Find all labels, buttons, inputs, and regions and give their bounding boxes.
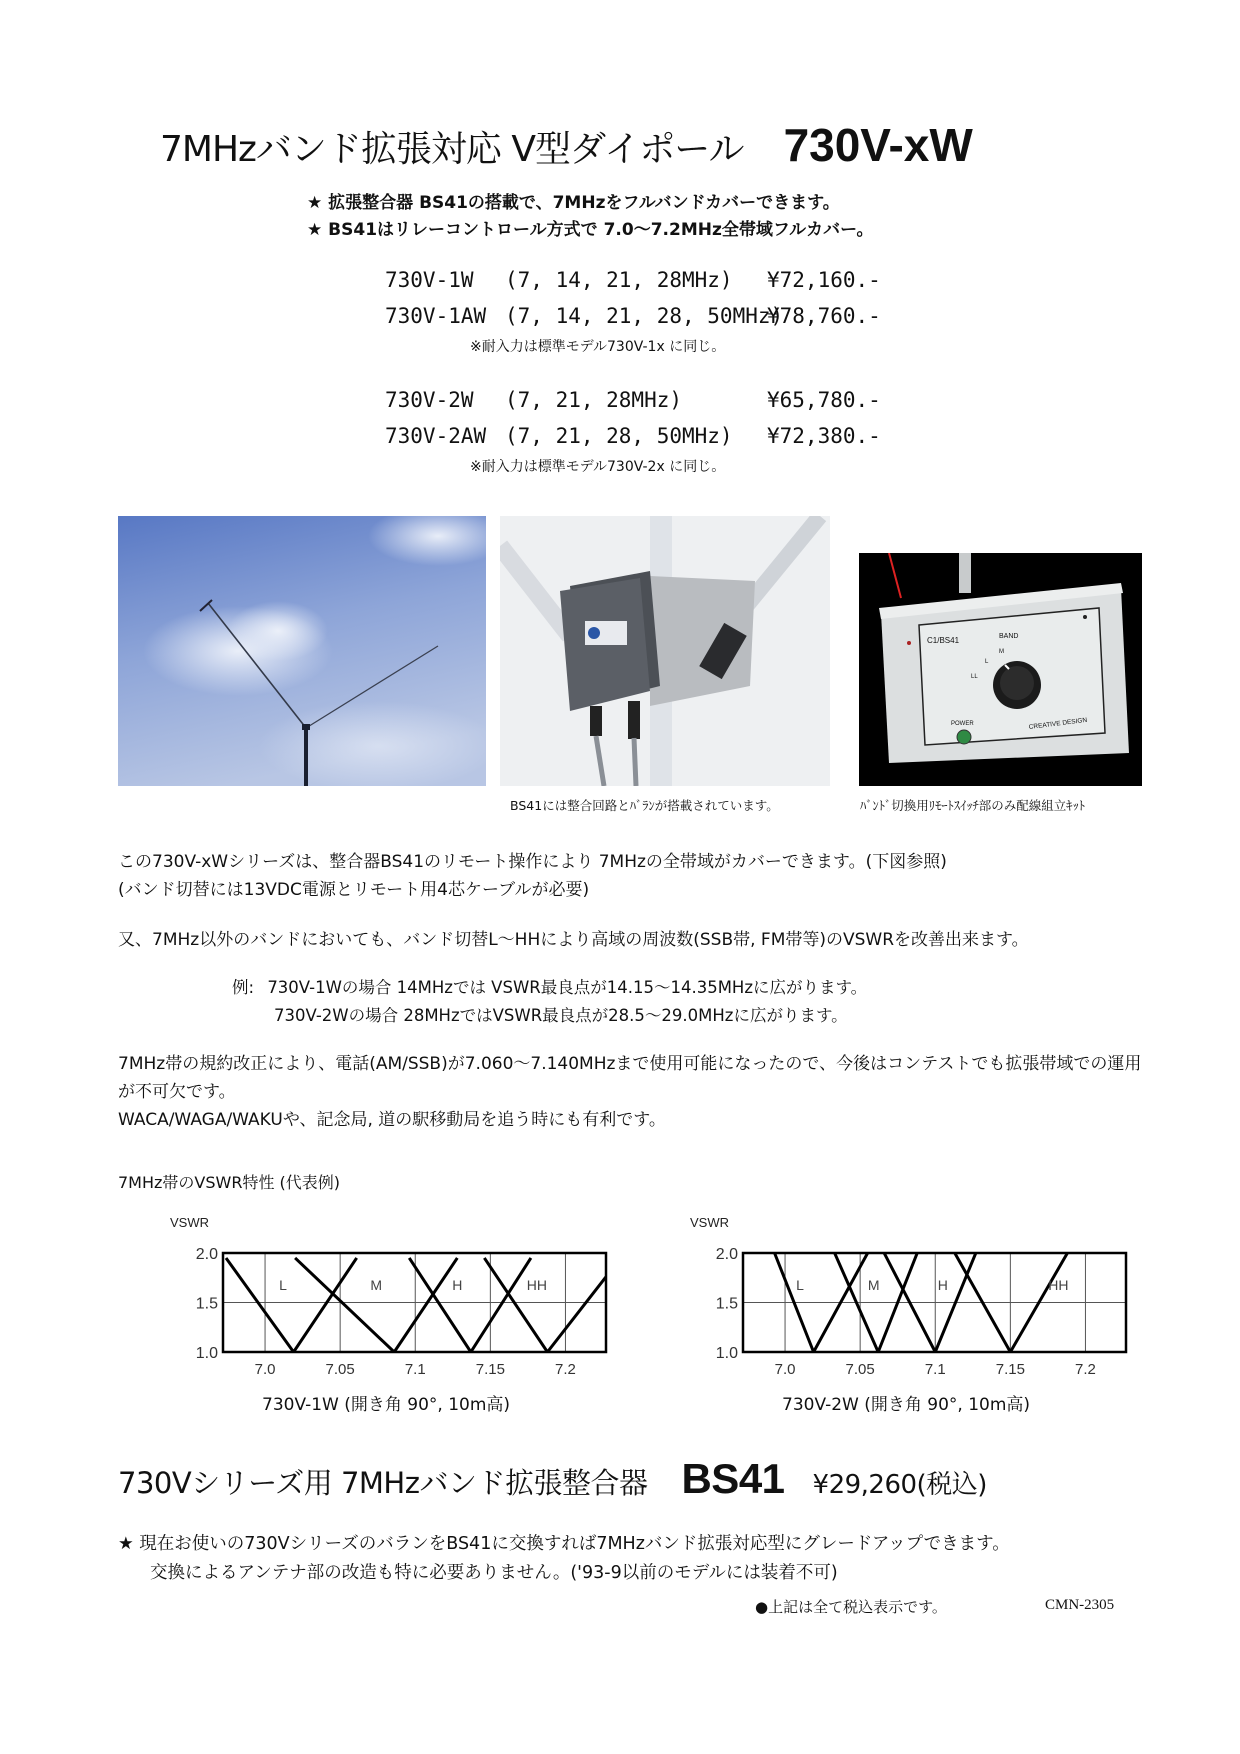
price: ¥72,160.-: [767, 268, 881, 292]
feature-bullet: ★ 拡張整合器 BS41の搭載で、7MHzをフルバンドカバーできます。: [307, 193, 840, 213]
remote-switch-caption: ﾊﾞﾝﾄﾞ切換用ﾘﾓｰﾄｽｲｯﾁ部のみ配線組立ｷｯﾄ: [860, 798, 1086, 813]
price-row: [385, 298, 881, 334]
y-tick-label: 1.0: [715, 1345, 738, 1362]
note-line: 交換によるアンテナ部の改造も特に必要ありません。('93-9以前のモデルには装着不可): [150, 1563, 838, 1583]
paragraph-line: 又、7MHz以外のバンドにおいても、バンド切替L〜HHにより高域の周波数(SSB帯, FM帯等)のVSWRを改善出来ます。: [118, 930, 1029, 950]
y-tick-label: 2.0: [715, 1246, 738, 1263]
band-list: (7, 21, 28MHz): [505, 388, 683, 412]
y-tick-label: 1.5: [715, 1295, 738, 1313]
x-tick-label: 7.1: [924, 1361, 946, 1378]
series-label-l: L: [796, 1277, 804, 1293]
price: ¥78,760.-: [767, 304, 881, 328]
power-led-icon: [957, 730, 971, 744]
paragraph-line: 7MHz帯の規約改正により、電話(AM/SSB)が7.060〜7.140MHzまで使用可能になったので、今後はコンテストでも拡張帯域での運用が不可欠です。: [118, 1054, 1142, 1102]
paragraph-line: この730V-xWシリーズは、整合器BS41のリモート操作により 7MHzの全帯域がカバーできます。(下図参照): [118, 852, 947, 872]
x-tick-label: 7.0: [254, 1361, 276, 1378]
paragraph-regulation: [118, 1050, 1148, 1134]
bs41-photo-caption: BS41には整合回路とﾊﾞﾗﾝが搭載されています。: [510, 798, 779, 813]
series-label-h: H: [452, 1277, 463, 1293]
power-note-2: ※耐入力は標準モデル730V-2x に同じ。: [470, 459, 726, 475]
series-label-l: L: [279, 1277, 287, 1293]
vswr-chart-730v-1w: [170, 1205, 620, 1384]
price-table-1: [385, 262, 881, 334]
note-line: ★ 現在お使いの730VシリーズのバランをBS41に交換すれば7MHzバンド拡張対応型にグレードアップできます。: [118, 1534, 1010, 1554]
document-code: CMN-2305: [1045, 1597, 1115, 1613]
series-label-m: M: [867, 1277, 880, 1293]
bs41-upgrade-note: [118, 1530, 1010, 1588]
x-tick-label: 7.2: [1075, 1361, 1096, 1378]
x-tick-label: 7.15: [475, 1361, 505, 1378]
price: ¥65,780.-: [767, 388, 881, 412]
antenna-photo-image: [118, 516, 486, 786]
bs41-heading: [118, 1455, 987, 1503]
series-label-m: M: [370, 1277, 383, 1293]
panel-pos-l: L: [985, 659, 989, 665]
series-line-m: [295, 1258, 457, 1352]
model-name: 730V-2AW: [385, 424, 487, 448]
price-row: [385, 382, 881, 418]
bs41-model: BS41: [681, 1455, 785, 1502]
y-tick-label: 2.0: [195, 1246, 218, 1263]
paragraph-line: WACA/WAGA/WAKUや、記念局, 道の駅移動局を追う時にも有利です。: [118, 1110, 666, 1130]
model-name: 730V-1W: [385, 268, 474, 292]
chart-section-heading: 7MHz帯のVSWR特性 (代表例): [118, 1173, 341, 1192]
band-list: (7, 21, 28, 50MHz): [505, 424, 733, 448]
chart-caption-730v-2w: 730V-2W (開き角 90°, 10m高): [782, 1395, 1031, 1415]
bs41-photo: [500, 516, 830, 786]
examples-block: [232, 974, 867, 1030]
feature-bullets: [307, 190, 874, 244]
example-line: 730V-2Wの場合 28MHzではVSWR最良点が28.5〜29.0MHzに広がります。: [274, 1006, 848, 1025]
series-label-hh: HH: [1048, 1277, 1069, 1293]
band-list: (7, 14, 21, 28, 50MHz): [505, 304, 784, 328]
vswr-chart-730v-2w: [690, 1205, 1140, 1384]
price-table-2: [385, 382, 881, 454]
bs41-price: ¥29,260(税込): [812, 1470, 987, 1500]
price: ¥72,380.-: [767, 424, 881, 448]
y-axis-label: VSWR: [690, 1215, 729, 1230]
series-line-l: [226, 1258, 357, 1352]
paragraph-coverage: [118, 848, 1148, 904]
x-tick-label: 7.15: [995, 1361, 1025, 1378]
page-title: [160, 118, 973, 172]
panel-power-label: POWER: [951, 721, 974, 727]
paragraph-line: (バンド切替には13VDC電源とリモート用4芯ケーブルが必要): [118, 880, 590, 900]
vswr-chart-svg: [690, 1205, 1140, 1380]
panel-band-label: BAND: [999, 633, 1019, 640]
model-name: 730V-1AW: [385, 304, 487, 328]
title-model: 730V-xW: [783, 119, 973, 171]
y-tick-label: 1.0: [195, 1345, 218, 1362]
series-label-h: H: [937, 1277, 948, 1293]
remote-switch-photo: [859, 553, 1142, 786]
y-tick-label: 1.5: [195, 1295, 218, 1313]
x-tick-label: 7.2: [555, 1361, 576, 1378]
price-row: [385, 262, 881, 298]
x-tick-label: 7.05: [845, 1361, 875, 1378]
panel-pos-m: M: [999, 649, 1004, 655]
x-tick-label: 7.0: [774, 1361, 796, 1378]
band-list: (7, 14, 21, 28MHz): [505, 268, 733, 292]
feature-bullet: ★ BS41はリレーコントロール方式で 7.0〜7.2MHz全帯域フルカバー。: [307, 220, 874, 240]
panel-model-label: C1/BS41: [927, 636, 960, 645]
tax-note: ●上記は全て税込表示です。: [755, 1598, 947, 1616]
antenna-photo: [118, 516, 486, 786]
remote-switch-photo-image: [859, 553, 1142, 786]
y-axis-label: VSWR: [170, 1215, 209, 1230]
examples-label: 例:: [232, 978, 255, 997]
panel-pos-ll: LL: [971, 674, 978, 680]
x-tick-label: 7.05: [325, 1361, 355, 1378]
vswr-chart-svg: [170, 1205, 620, 1380]
x-tick-label: 7.1: [404, 1361, 426, 1378]
example-line: 730V-1Wの場合 14MHzでは VSWR最良点が14.15〜14.35MHzに広がります。: [267, 978, 868, 997]
bs41-title-text: 730Vシリーズ用 7MHzバンド拡張整合器: [118, 1466, 648, 1500]
series-label-hh: HH: [526, 1277, 548, 1293]
model-name: 730V-2W: [385, 388, 474, 412]
bs41-photo-image: [500, 516, 830, 786]
power-note-1: ※耐入力は標準モデル730V-1x に同じ。: [470, 339, 726, 355]
chart-caption-730v-1w: 730V-1W (開き角 90°, 10m高): [262, 1395, 511, 1415]
title-text: 7MHzバンド拡張対応 V型ダイポール: [160, 129, 744, 170]
price-row: [385, 418, 881, 454]
panel-brand-label: CREATIVE DESIGN: [1028, 716, 1088, 731]
paragraph-other-bands: [118, 926, 1148, 954]
